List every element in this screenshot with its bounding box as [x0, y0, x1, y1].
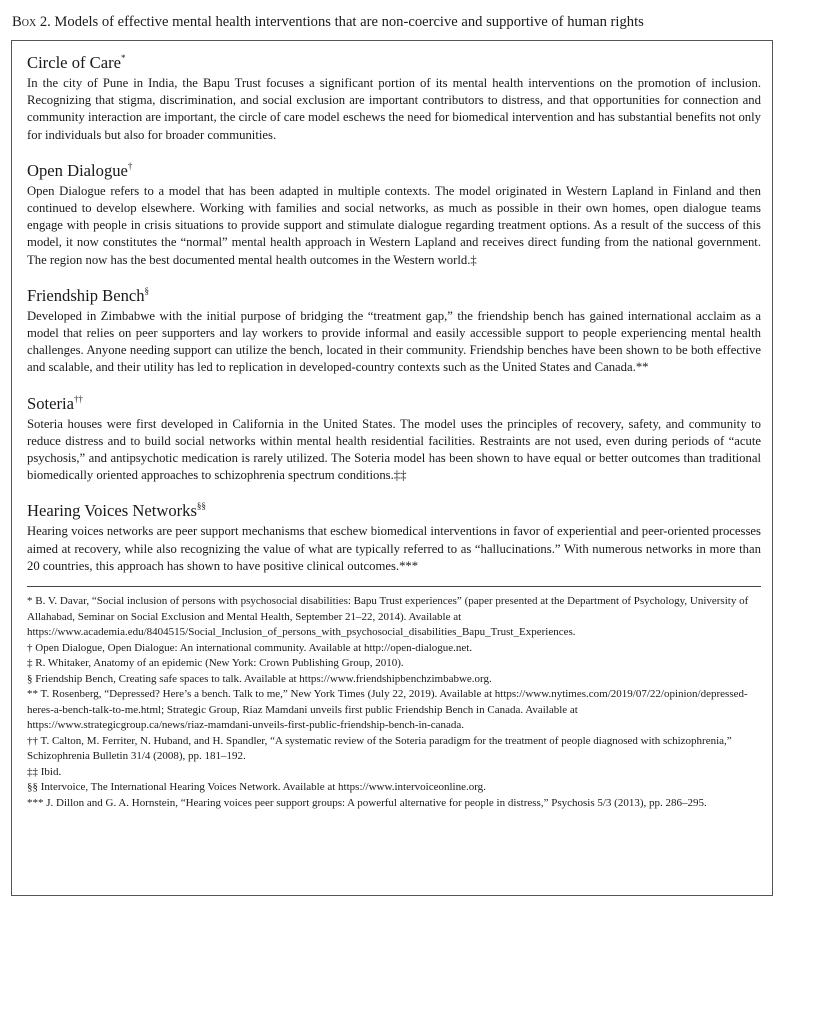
- section-heading-text: Soteria: [27, 393, 75, 413]
- section-heading-text: Friendship Bench: [27, 285, 145, 305]
- section-heading: [27, 161, 761, 181]
- section-heading: [27, 286, 761, 306]
- footnote: †† T. Calton, M. Ferriter, N. Huband, and H. Spandler, “A systematic review of the Soteria paradigm for the treatment of people diagnosed with schizophrenia,” Schizophrenia Bulletin 31/4 (2008), pp. 181–192.: [27, 734, 732, 763]
- footnote-marker: §: [144, 285, 150, 296]
- footnote: § Friendship Bench, Creating safe spaces to talk. Available at https://www.friendshipbenchzimbabwe.org.: [27, 672, 492, 685]
- section-body: Open Dialogue refers to a model that has been adapted in multiple contexts. The model originated in Western Lapland in Finland and then continued to develop elsewhere. Working with families and social networks, as much as possible in their own homes, open dialogue teams engage with people in crisis situations to provide support and stimulate dialogue regarding treatment options. As a result of the success of this model, it now constitutes the “normal” mental health approach in Western Lapland and receives direct funding from the national government. The region now has the best documented mental health outcomes in the Western world.‡: [27, 183, 761, 267]
- section-body: Developed in Zimbabwe with the initial purpose of bridging the “treatment gap,” the friendship bench has gained international acclaim as a model that relies on peer supporters and lay workers to provide informal and easily accessible support to people experiencing mental health challenges. Anyone needing support can utilize the bench, located in their community. Friendship benches have been shown to be both effective and scalable, and their utility has led to replication in developed-country contexts such as the United States and Canada.**: [27, 308, 761, 375]
- section-heading-text: Circle of Care: [27, 53, 121, 72]
- footnote: ‡ R. Whitaker, Anatomy of an epidemic (New York: Crown Publishing Group, 2010).: [27, 657, 404, 670]
- section-body: Hearing voices networks are peer support mechanisms that eschew biomedical interventions in favor of experiential and peer-oriented processes aimed at recovery, while also recognizing the value of what are typically referred to as “hallucinations.” With numerous networks in more than 20 countries, this approach has shown to have positive clinical outcomes.***: [27, 524, 761, 573]
- section-soteria: [27, 394, 761, 485]
- footnote: §§ Intervoice, The International Hearing Voices Network. Available at https://www.intervoiceonline.org.: [27, 781, 486, 794]
- footnote: *** J. Dillon and G. A. Hornstein, “Hearing voices peer support groups: A powerful alternative for people in distress,” Psychosis 5/3 (2013), pp. 286–295.: [27, 796, 707, 809]
- section-circle-of-care: [27, 53, 761, 144]
- section-open-dialogue: [27, 161, 761, 269]
- section-heading-text: Open Dialogue: [27, 160, 128, 180]
- footnote-divider: [27, 586, 761, 587]
- footnote: * B. V. Davar, “Social inclusion of persons with psychosocial disabilities: Bapu Trust experiences” (paper presented at the Department of Psychology, University of Allahabad, Seminar on Social Exclusion and Mental Health, September 21–22, 2014). Available at https://www.academia.edu/8404515/Social_Inclusion_of_persons_with_psychosocial_disabilities_Bapu_Trust_Experiences.: [27, 595, 749, 639]
- box-title: [12, 13, 644, 31]
- section-heading: [27, 501, 761, 521]
- section-friendship-bench: [27, 286, 761, 377]
- box-label: Box: [12, 14, 37, 30]
- footnote: † Open Dialogue, Open Dialogue: An international community. Available at http://open-dialogue.net.: [27, 641, 473, 654]
- footnotes: [27, 594, 761, 811]
- section-heading: [27, 53, 761, 73]
- box-content: [27, 53, 761, 811]
- footnote-marker: *: [121, 53, 126, 63]
- footnote: ‡‡ Ibid.: [27, 765, 62, 778]
- section-hearing-voices-networks: [27, 501, 761, 575]
- interventions-box: [11, 40, 773, 896]
- box-title-text: Models of effective mental health interventions that are non-coercive and supportive of human rights: [50, 14, 644, 30]
- section-heading: [27, 394, 761, 414]
- footnote: ** T. Rosenberg, “Depressed? Here’s a bench. Talk to me,” New York Times (July 22, 2019). Available at https://www.nytimes.com/2019/07/22/opinion/depressed-heres-a-bench-talk-to-me.html; Strategic Group, Riaz Mamdani unveils first public Friendship Bench in Canada. Available at https://www.strategicgroup.ca/news/riaz-mamdani-unveils-first-public-friendship-bench-in-canada.: [27, 688, 748, 732]
- section-body: In the city of Pune in India, the Bapu Trust focuses a significant portion of its mental health interventions on the promotion of inclusion. Recognizing that stigma, discrimination, and social exclusion are important contributors to distress, and that opportunities for connection and community interaction are important, the circle of care model eschews the need for biomedical intervention and has substantial benefits not only for individuals but also for broader communities.: [27, 76, 761, 142]
- footnote-marker: ††: [74, 393, 84, 404]
- footnote-marker: †: [127, 160, 133, 171]
- box-number: 2.: [36, 14, 51, 30]
- section-body: Soteria houses were first developed in California in the United States. The model uses the principles of recovery, safety, and community to reduce distress and to build social networks within mental health residential facilities. Restraints are not used, even during periods of “acute psychosis,” and antipsychotic medication is rarely utilized. The Soteria model has been shown to have equal or better outcomes than traditional biomedically oriented approaches to schizophrenia spectrum conditions.‡‡: [27, 416, 761, 483]
- footnote-marker: §§: [196, 501, 206, 512]
- section-heading-text: Hearing Voices Networks: [27, 501, 197, 521]
